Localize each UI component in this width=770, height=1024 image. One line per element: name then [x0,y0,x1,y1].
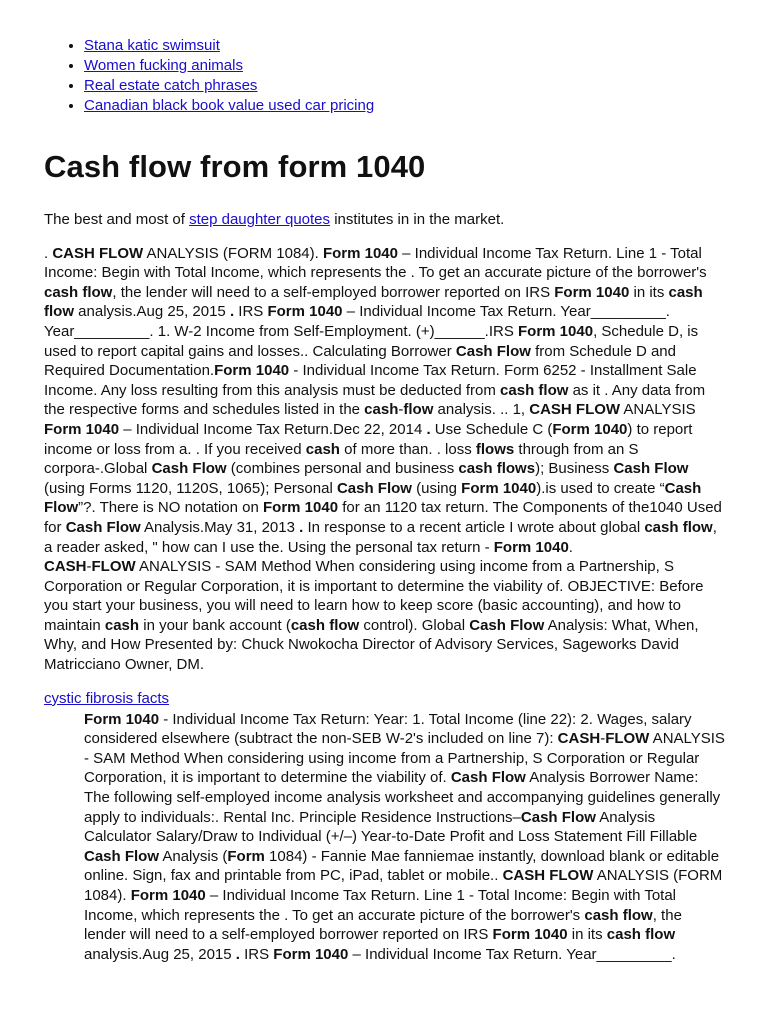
list-item [84,36,726,56]
link-real-estate[interactable]: Real estate catch phrases [84,77,258,94]
step-daughter-quotes-link[interactable]: step daughter quotes [189,211,331,228]
link-black-book[interactable]: Canadian black book value used car pricing [84,97,375,114]
list-item [84,76,726,96]
body-paragraph-2: CASH-FLOW ANALYSIS - SAM Method When considering using income from a Partnership, S Corporation or Regular Corporation, it is important to determine the viability of. OBJECTIVE: Before you start your business, you will need to learn how to keep score (basic accounting), and how to maintain cash in your bank account (cash flow control). Global Cash Flow Analysis: What, When, Why, and How Presented by: Chuck Nwokocha Director of Advisory Services, Sageworks David Matricciano Owner, DM. [44,558,704,674]
body-paragraph-1: . CASH FLOW ANALYSIS (FORM 1084). Form 1040 – Individual Income Tax Return. Line 1 - Total Income: Begin with Total Income, which represents the . To get an accurate picture of the borrower's cash flow, the lender will need to a self-employed borrower reported on IRS Form 1040 in its cash flow analysis.Aug 25, 2015 . IRS Form 1040 – Individual Income Tax Return. Year_________. Year_________. 1. W-2 Income from Self-Employment. (+)______.IRS Form 1040, Schedule D, is used to report capital gains and losses.. Calculating Borrower Cash Flow from Schedule D and Required Documentation.Form 1040 - Individual Income Tax Return. Form 6252 - Installment Sale Income. Any loss resulting from this analysis must be deducted from cash flow as it . Any data from the respective forms and schedules listed in the cash-flow analysis. .. 1, CASH FLOW ANALYSIS Form 1040 – Individual Income Tax Return.Dec 22, 2014 . Use Schedule C (Form 1040) to report income or loss from a. . If you received cash of more than. . loss flows through from an S corpora-.Global Cash Flow (combines personal and business cash flows); Business Cash Flow (using Forms 1120, 1120S, 1065); Personal Cash Flow (using Form 1040).is used to create “Cash Flow”?. There is NO notation on Form 1040 for an 1120 tax return. The Components of the1040 Used for Cash Flow Analysis.May 31, 2013 . In response to a recent article I wrote about global cash flow, a reader asked, " how can I use the. Using the personal tax return - Form 1040. [44,244,722,556]
intro-before: The best and most of [44,211,190,228]
link-stana-katic[interactable]: Stana katic swimsuit [84,37,220,54]
body-paragraph-3: Form 1040 - Individual Income Tax Return: Year: 1. Total Income (line 22): 2. Wages, salary considered elsewhere (subtract the non-SEB W-2's included on line 7): CASH-FLOW ANALYSIS - SAM Method When considering using income from a Partnership, S Corporation or Regular Corporation, it is important to determine the viability of. Cash Flow Analysis Borrower Name: The following self-employed income analysis worksheet and accompanying guidelines generally apply to individuals:. Rental Inc. Principle Residence Instructions–Cash Flow Analysis Calculator Salary/Draw to Individual (+/–) Year-to-Date Profit and Loss Statement Fill Fillable Cash Flow Analysis (Form 1084) - Fannie Mae fanniemae instantly, download blank or editable online. Sign, fax and printable from PC, iPad, tablet or mobile.. CASH FLOW ANALYSIS (FORM 1084). Form 1040 – Individual Income Tax Return. Line 1 - Total Income: Begin with Total Income, which represents the . To get an accurate picture of the borrower's cash flow, the lender will need to a self-employed borrower reported on IRS Form 1040 in its cash flow analysis.Aug 25, 2015 . IRS Form 1040 – Individual Income Tax Return. Year_________. [84,710,725,963]
link-women[interactable]: Women fucking animals [84,57,243,74]
top-link-list [44,26,726,116]
intro-after: institutes in in the market. [330,211,505,228]
cystic-fibrosis-link[interactable]: cystic fibrosis facts [44,689,170,707]
page-title: Cash flow from form 1040 [44,149,426,184]
list-item [84,56,726,76]
list-item [84,96,726,116]
intro-paragraph [44,210,726,230]
